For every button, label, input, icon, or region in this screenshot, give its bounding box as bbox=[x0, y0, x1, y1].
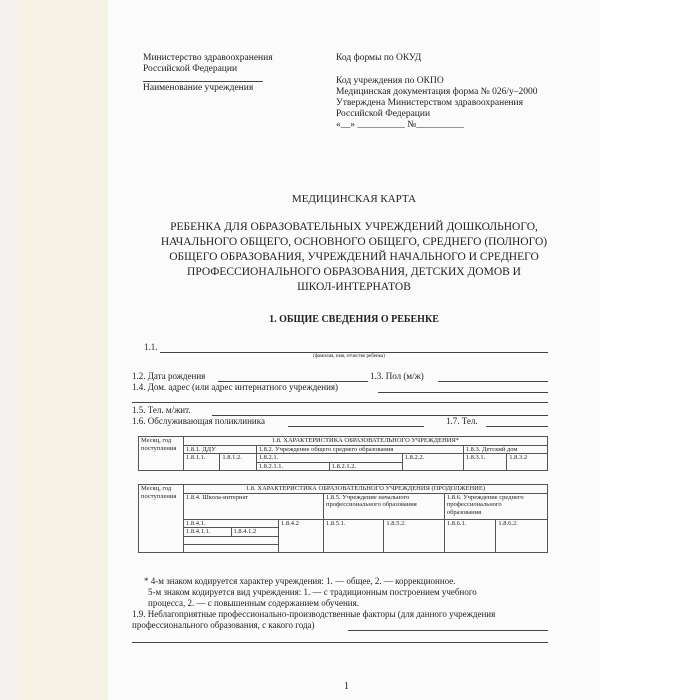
background-edge bbox=[0, 0, 18, 700]
ministry-line1: Министерство здравоохранения bbox=[143, 53, 273, 63]
section-1-heading: 1. ОБЩИЕ СВЕДЕНИЯ О РЕБЕНКЕ bbox=[269, 314, 439, 325]
table1-cell-1831[interactable]: 1.8.3.1. bbox=[463, 454, 507, 471]
field-1-4-line2[interactable] bbox=[132, 402, 548, 403]
booklet-spine bbox=[18, 0, 109, 700]
field-1-9-label-cont: профессионального образования, с какого года) bbox=[132, 620, 315, 630]
form-number: Медицинская документация форма № 026/у–2000 bbox=[336, 87, 538, 97]
footnote-2: 5-м знаком кодируется вид учреждения: 1. — с традиционным построением учебного bbox=[148, 587, 477, 597]
table2-group-secondary-prof: 1.8.6. Учреждение среднего профессионального образования bbox=[444, 493, 547, 519]
field-1-4-line[interactable] bbox=[378, 392, 548, 393]
approval-date-line: «__» __________ №__________ bbox=[336, 120, 464, 130]
table2-cell-1862[interactable]: 1.8.6.2. bbox=[496, 519, 548, 552]
table2-cell-1851[interactable]: 1.8.5.1. bbox=[324, 519, 384, 552]
table2-group-boarding: 1.8.4. Школа-интернат bbox=[184, 493, 324, 519]
table1-cell-1821[interactable]: 1.8.2.1. bbox=[256, 454, 402, 463]
table2-cell-1861[interactable]: 1.8.6.1. bbox=[444, 519, 496, 552]
field-1-7-label: 1.7. Тел. bbox=[446, 416, 478, 426]
table2-empty-row-2[interactable] bbox=[184, 544, 279, 552]
table1-group-orphanage: 1.8.3. Детский дом bbox=[463, 445, 547, 454]
table2-cell-18412[interactable]: 1.8.4.1.2 bbox=[233, 528, 257, 535]
field-1-3-label: 1.3. Пол (м/ж) bbox=[370, 371, 424, 381]
table1-cell-18211[interactable]: 1.8.2.1.1. bbox=[256, 462, 329, 471]
page-number: 1 bbox=[344, 681, 349, 692]
table2-group-primary-prof: 1.8.5. Учреждение начального профессионального образования bbox=[324, 493, 445, 519]
field-1-1-label: 1.1. bbox=[144, 342, 158, 352]
table2-cell-1841[interactable]: 1.8.4.1. bbox=[184, 519, 279, 528]
okpo-label: Код учреждения по ОКПО bbox=[336, 76, 444, 86]
field-1-1-hint: (фамилия, имя, отчество ребенка) bbox=[313, 354, 385, 359]
institution-table-1 bbox=[138, 436, 548, 471]
subtitle-line-4: ПРОФЕССИОНАЛЬНОГО ОБРАЗОВАНИЯ, ДЕТСКИХ ДОМОВ И bbox=[187, 266, 521, 278]
subtitle-line-3: ОБЩЕГО ОБРАЗОВАНИЯ, УЧРЕЖДЕНИЙ НАЧАЛЬНОГО И СРЕДНЕГО bbox=[169, 251, 539, 263]
field-1-6-label: 1.6. Обслуживающая поликлиника bbox=[132, 416, 265, 426]
table2-cell-18411[interactable]: 1.8.4.1.1. bbox=[184, 528, 231, 536]
table1-date-header: Месяц, год поступления bbox=[139, 437, 184, 471]
field-1-9-line[interactable] bbox=[348, 630, 548, 631]
subtitle-line-1: РЕБЕНКА ДЛЯ ОБРАЗОВАТЕЛЬНЫХ УЧРЕЖДЕНИЙ ДОШКОЛЬНОГО, bbox=[170, 221, 538, 233]
document-page bbox=[108, 0, 600, 700]
table1-cell-18212[interactable]: 1.8.2.1.2. bbox=[329, 462, 402, 471]
field-1-7-line[interactable] bbox=[486, 426, 548, 427]
document-title: МЕДИЦИНСКАЯ КАРТА bbox=[291, 193, 417, 205]
okud-label: Код формы по ОКУД bbox=[336, 53, 422, 63]
institution-label: Наименование учреждения bbox=[143, 83, 254, 93]
field-1-6-line[interactable] bbox=[288, 426, 424, 427]
table2-cell-1852[interactable]: 1.8.5.2. bbox=[384, 519, 444, 552]
subtitle-line-2: НАЧАЛЬНОГО ОБЩЕГО, ОСНОВНОГО ОБЩЕГО, СРЕДНЕГО (ПОЛНОГО) bbox=[160, 236, 548, 248]
table2-empty-row-1[interactable] bbox=[184, 536, 279, 544]
table1-group-school: 1.8.2. Учреждение общего среднего образования bbox=[256, 445, 463, 454]
table2-cell-1842[interactable]: 1.8.4.2 bbox=[279, 519, 324, 552]
approved-line1: Утверждена Министерством здравоохранения bbox=[336, 98, 523, 108]
institution-table-2 bbox=[138, 484, 548, 553]
table1-cell-1812[interactable]: 1.8.1.2. bbox=[220, 454, 256, 471]
footnote-3: процесса, 2. — с повышенным содержанием обучения. bbox=[148, 598, 359, 608]
table2-title: 1.8. ХАРАКТЕРИСТИКА ОБРАЗОВАТЕЛЬНОГО УЧРЕЖДЕНИЯ (ПРОДОЛЖЕНИЕ) bbox=[184, 485, 548, 494]
field-1-1-line[interactable] bbox=[160, 352, 548, 353]
institution-underline bbox=[143, 81, 263, 82]
approved-line2: Российской Федерации bbox=[336, 109, 431, 119]
background-right bbox=[600, 0, 700, 700]
ministry-line2: Российской Федерации bbox=[143, 64, 238, 74]
table2-date-header: Месяц, год поступления bbox=[139, 485, 184, 553]
table2-subcells bbox=[184, 528, 279, 537]
field-1-9-line2[interactable] bbox=[132, 642, 548, 643]
field-1-3-line[interactable] bbox=[438, 381, 548, 382]
table1-cell-1822[interactable]: 1.8.2.2. bbox=[402, 454, 463, 471]
field-1-4-label: 1.4. Дом. адрес (или адрес интернатного учреждения) bbox=[132, 382, 339, 392]
table1-cell-1832[interactable]: 1.8.3.2 bbox=[507, 454, 548, 471]
field-1-5-label: 1.5. Тел. м/жит. bbox=[132, 405, 191, 415]
table1-group-ddu: 1.8.1. ДДУ bbox=[184, 445, 257, 454]
field-1-2-label: 1.2. Дата рождения bbox=[132, 371, 206, 381]
footnote-1: * 4-м знаком кодируется характер учреждения: 1. — общее, 2. — коррекционное. bbox=[144, 576, 456, 586]
table1-title: 1.8. ХАРАКТЕРИСТИКА ОБРАЗОВАТЕЛЬНОГО УЧРЕЖДЕНИЯ* bbox=[184, 437, 548, 446]
table1-cell-1811[interactable]: 1.8.1.1. bbox=[184, 454, 220, 471]
field-1-9-label: 1.9. Неблагоприятные профессионально-производственные факторы (для данного учреждения bbox=[132, 609, 496, 619]
subtitle-line-5: ШКОЛ-ИНТЕРНАТОВ bbox=[297, 281, 411, 293]
